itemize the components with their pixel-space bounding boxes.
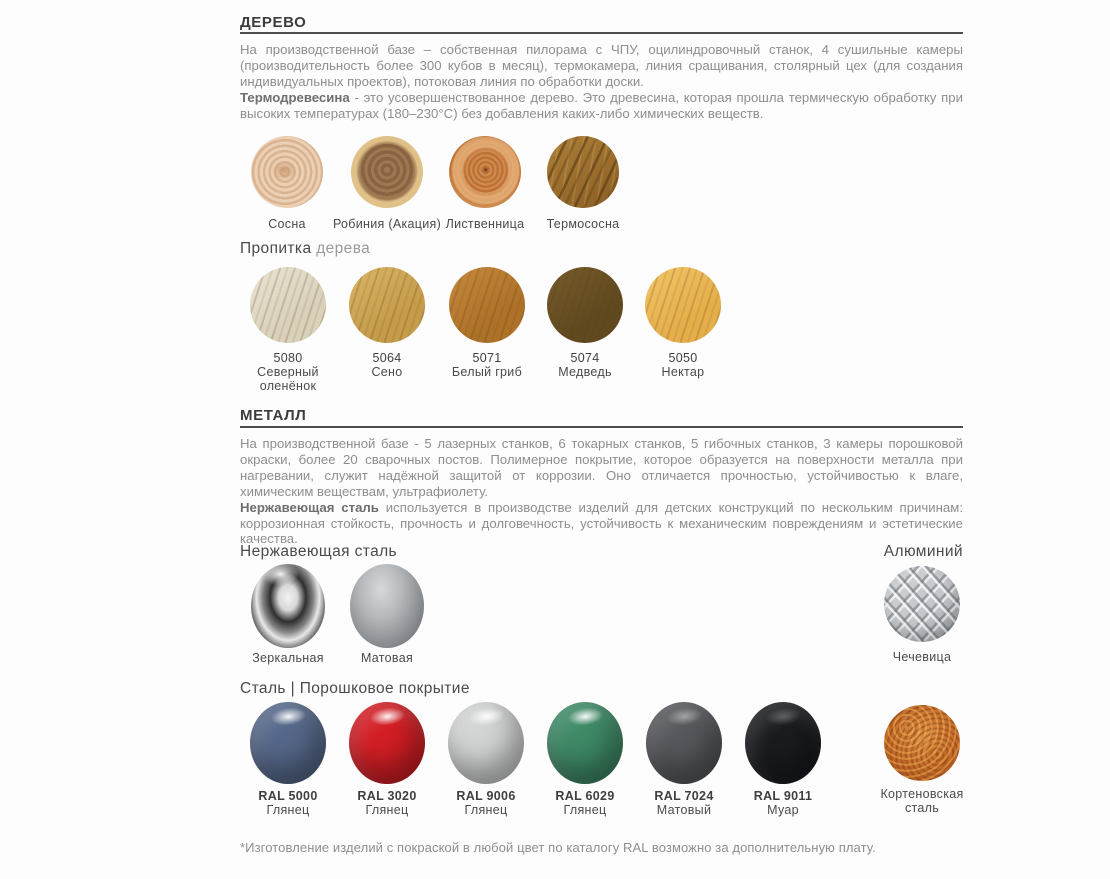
stain-code: 5071 bbox=[472, 351, 502, 365]
powder-swatch-ral3020 bbox=[332, 702, 442, 817]
stain-code: 5080 bbox=[273, 351, 303, 365]
aluminum-subtitle: Алюминий bbox=[883, 543, 963, 560]
robinia-wood-swatch-image bbox=[351, 136, 423, 208]
wood-section-divider bbox=[240, 32, 963, 34]
wood-section-description bbox=[240, 42, 963, 122]
corten-label-line1: Кортеновская bbox=[880, 787, 964, 801]
mirror-steel-swatch-image bbox=[251, 564, 325, 648]
ral-finish: Матовый bbox=[656, 803, 712, 817]
stain-code: 5050 bbox=[668, 351, 698, 365]
stain-swatch-image bbox=[547, 267, 623, 343]
stain-name: Медведь bbox=[558, 365, 612, 379]
powder-subtitle: Сталь | Порошковое покрытие bbox=[240, 680, 470, 697]
stainless-swatch-matte bbox=[332, 564, 442, 665]
thermowood-term: Термодревесина bbox=[240, 89, 350, 105]
impregnation-subtitle: Пропитка дерева bbox=[240, 240, 371, 257]
wood-paragraph-1: На производственной базе – собственная пилорама с ЧПУ, оцилиндровочный станок, 4 сушильные камеры (производительность более 300 кубов в месяц), термокамера, линия сращивания, столярный цех (для создания индивидуальных проектов), потоковая линия по обработки доски. bbox=[240, 42, 963, 89]
corten-label-line2: сталь bbox=[904, 801, 940, 815]
ral-finish: Глянец bbox=[266, 803, 310, 817]
pine-wood-swatch-image bbox=[251, 136, 323, 208]
stainless-swatch-label: Зеркальная bbox=[252, 651, 324, 665]
wood-paragraph-2: Термодревесина - это усовершенствованное дерево. Это древесина, которая прошла термическую обработку при высоких температурах (180–230°С) без добавления каких-либо химических веществ. bbox=[240, 89, 963, 121]
ral-code: RAL 7024 bbox=[654, 789, 714, 803]
powder-swatch-ral9011 bbox=[728, 702, 838, 817]
ral-code: RAL 9006 bbox=[456, 789, 516, 803]
stain-name: Нектар bbox=[661, 365, 705, 379]
powder-swatch-ral7024 bbox=[629, 702, 739, 817]
wood-section-title: ДЕРЕВО bbox=[240, 14, 307, 31]
powder-swatch-corten bbox=[867, 702, 977, 815]
metal-section-title: МЕТАЛЛ bbox=[240, 407, 307, 424]
aluminum-swatch-label: Чечевица bbox=[892, 650, 952, 664]
wood-swatch-label: Термососна bbox=[546, 217, 620, 231]
stain-swatch-5074 bbox=[535, 267, 635, 379]
metal-paragraph-2: Нержавеющая сталь используется в производстве изделий для детских конструкций по нескольким причинам: коррозионная стойкость, прочность и долговечность, устойчивость к механическим повреждениям и эстетические качества. bbox=[240, 499, 963, 547]
stain-swatch-image bbox=[349, 267, 425, 343]
ral-finish: Муар bbox=[767, 803, 799, 817]
page-content bbox=[240, 0, 963, 879]
stain-name: Белый гриб bbox=[451, 365, 523, 379]
ral3020-ball-image bbox=[349, 702, 425, 784]
aluminum-swatch-lentil bbox=[867, 566, 977, 664]
stain-name: Сено bbox=[371, 365, 403, 379]
stain-swatch-5064 bbox=[337, 267, 437, 379]
wood-swatch-label: Робиния (Акация) bbox=[332, 217, 442, 231]
matte-steel-swatch-image bbox=[350, 564, 424, 648]
ral-finish: Глянец bbox=[563, 803, 607, 817]
wood-swatch-thermopine bbox=[523, 136, 643, 231]
ral9006-ball-image bbox=[448, 702, 524, 784]
ral-finish: Глянец bbox=[365, 803, 409, 817]
ral7024-ball-image bbox=[646, 702, 722, 784]
stain-swatch-5071 bbox=[437, 267, 537, 379]
larch-wood-swatch-image bbox=[449, 136, 521, 208]
stainless-subtitle: Нержавеющая сталь bbox=[240, 543, 398, 560]
ral6029-ball-image bbox=[547, 702, 623, 784]
stain-swatch-image bbox=[645, 267, 721, 343]
ral-code: RAL 3020 bbox=[357, 789, 417, 803]
ral-finish: Глянец bbox=[464, 803, 508, 817]
ral9011-ball-image bbox=[745, 702, 821, 784]
stain-swatch-image bbox=[250, 267, 326, 343]
stain-swatch-image bbox=[449, 267, 525, 343]
stainless-swatch-label: Матовая bbox=[360, 651, 414, 665]
stain-swatch-5080 bbox=[238, 267, 338, 393]
wood-swatch-label: Лиственница bbox=[445, 217, 525, 231]
metal-paragraph-1: На производственной базе - 5 лазерных станков, 6 токарных станков, 5 гибочных станков, 3 камеры порошковой окраски, более 20 сварочных постов. Полимерное покрытие, которое образуется на поверхности металла при нагревании, служит надёжной защитой от коррозии. Оно отличается прочностью, устойчивостью к влаге, химическим веществам, ультрафиолету. bbox=[240, 436, 963, 499]
thermopine-wood-swatch-image bbox=[547, 136, 619, 208]
ral-footnote: *Изготовление изделий с покраской в любой цвет по каталогу RAL возможно за дополнительную плату. bbox=[240, 840, 876, 855]
stainless-term: Нержавеющая сталь bbox=[240, 499, 379, 515]
stainless-swatch-mirror bbox=[233, 564, 343, 665]
stain-swatch-5050 bbox=[633, 267, 733, 379]
powder-swatch-ral5000 bbox=[233, 702, 343, 817]
ral5000-ball-image bbox=[250, 702, 326, 784]
powder-swatch-ral6029 bbox=[530, 702, 640, 817]
metal-section-divider bbox=[240, 426, 963, 428]
ral-code: RAL 6029 bbox=[555, 789, 615, 803]
stain-name: Северный оленёнок bbox=[257, 365, 319, 393]
wood-swatch-label: Сосна bbox=[268, 217, 306, 231]
ral-code: RAL 9011 bbox=[753, 789, 813, 803]
stain-code: 5064 bbox=[372, 351, 402, 365]
metal-section-description bbox=[240, 436, 963, 547]
stain-code: 5074 bbox=[570, 351, 600, 365]
corten-steel-swatch-image bbox=[884, 705, 960, 781]
powder-swatch-ral9006 bbox=[431, 702, 541, 817]
checker-plate-swatch-image bbox=[884, 566, 960, 642]
ral-code: RAL 5000 bbox=[258, 789, 318, 803]
